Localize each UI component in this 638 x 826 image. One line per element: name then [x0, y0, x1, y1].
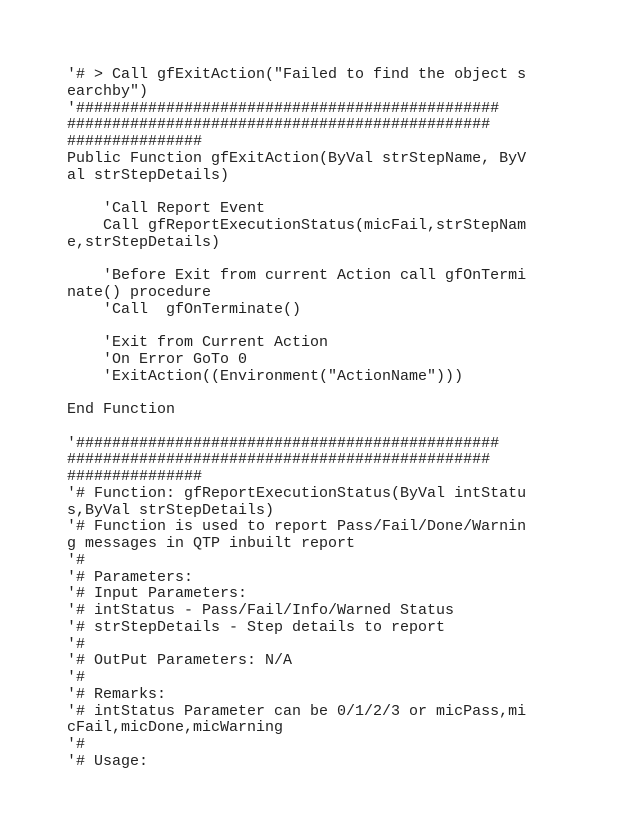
code-line: 'ExitAction((Environment("ActionName"))): [67, 367, 464, 385]
code-line: '#: [67, 635, 86, 653]
code-line: ###############: [67, 133, 203, 150]
code-line: cFail,micDone,micWarning: [67, 719, 284, 737]
code-line: al strStepDetails): [67, 166, 230, 184]
code-line: e,strStepDetails): [67, 233, 221, 251]
code-line: [67, 419, 607, 436]
code-line: '# > Call gfExitAction("Failed to find the object s: [67, 66, 527, 83]
code-line: '# Input Parameters:: [67, 585, 248, 603]
code-line: '###############################################: [67, 434, 500, 452]
code-line: '###############################################: [67, 99, 500, 117]
code-line: '#: [67, 736, 86, 753]
code-line: s,ByVal strStepDetails): [67, 501, 275, 519]
code-line: '# OutPut Parameters: N/A: [67, 652, 293, 670]
code-line: End Function: [67, 401, 176, 418]
code-line: '# Function: gfReportExecutionStatus(ByVal intStatu: [67, 484, 527, 502]
code-line: [67, 251, 607, 268]
code-line: '#: [67, 669, 86, 686]
code-line: '# Usage:: [67, 752, 149, 770]
code-line: 'Call gfOnTerminate(): [67, 300, 302, 318]
code-line: [67, 184, 607, 201]
code-line: 'Before Exit from current Action call gfOnTermi: [67, 267, 527, 284]
code-line: [67, 318, 607, 335]
code-line: 'On Error GoTo 0: [67, 350, 248, 368]
code-line: '# Function is used to report Pass/Fail/Done/Warnin: [67, 518, 527, 536]
code-line: g messages in QTP inbuilt report: [67, 535, 356, 552]
code-line: '# strStepDetails - Step details to report: [67, 618, 446, 636]
code-line: '# Parameters:: [67, 568, 194, 586]
code-line: '# Remarks:: [67, 685, 167, 703]
code-line: 'Exit from Current Action: [67, 334, 329, 351]
code-line: 'Call Report Event: [67, 200, 266, 217]
code-line: Public Function gfExitAction(ByVal strStepName, ByV: [67, 149, 527, 167]
code-line: ###############: [67, 468, 203, 485]
code-line: [67, 385, 607, 402]
code-line: '#: [67, 551, 86, 569]
code-line: nate() procedure: [67, 283, 212, 301]
code-line: ###############################################: [67, 451, 491, 469]
code-line: Call gfReportExecutionStatus(micFail,strStepNam: [67, 216, 527, 234]
code-line: ###############################################: [67, 116, 491, 134]
code-line: earchby"): [67, 82, 149, 100]
code-line: '# intStatus - Pass/Fail/Info/Warned Status: [67, 602, 455, 619]
code-line: '# intStatus Parameter can be 0/1/2/3 or micPass,mi: [67, 702, 527, 720]
code-listing: [67, 67, 607, 771]
